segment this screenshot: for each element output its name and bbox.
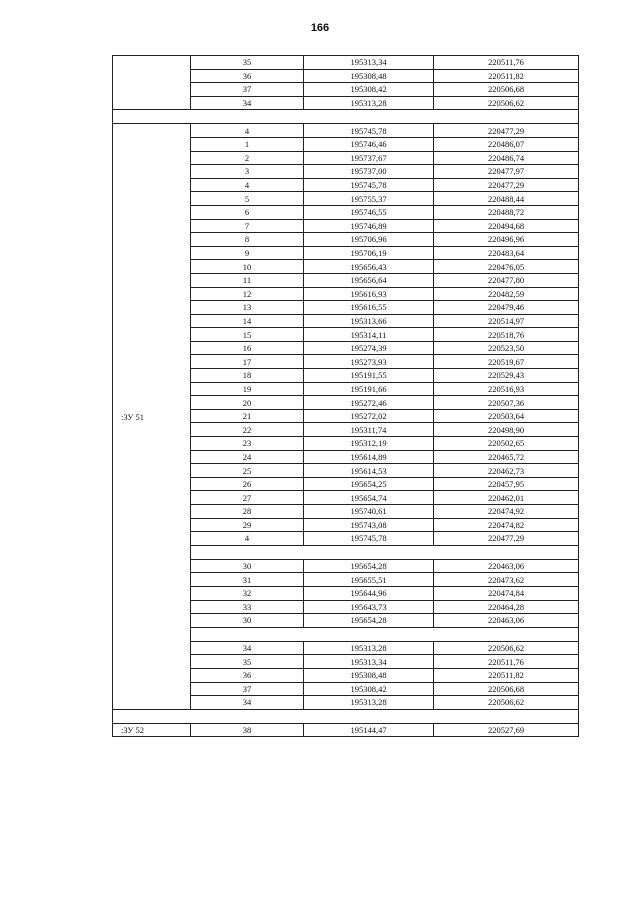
point-number: 15 bbox=[191, 328, 304, 342]
point-number: 13 bbox=[191, 301, 304, 315]
coordinate-y: 220474,92 bbox=[434, 505, 579, 519]
point-number: 38 bbox=[191, 723, 304, 737]
coordinate-y: 220488,72 bbox=[434, 205, 579, 219]
point-number: 14 bbox=[191, 314, 304, 328]
coordinates-table-body bbox=[113, 56, 579, 737]
coordinate-x: 195656,64 bbox=[304, 273, 434, 287]
point-number: 36 bbox=[191, 69, 304, 83]
plot-label: :ЗУ 51 bbox=[113, 124, 191, 709]
coordinate-y: 220511,82 bbox=[434, 668, 579, 682]
section-separator bbox=[113, 709, 579, 723]
point-number: 35 bbox=[191, 56, 304, 70]
coordinate-y: 220483,64 bbox=[434, 246, 579, 260]
point-number: 4 bbox=[191, 532, 304, 546]
contour-separator bbox=[191, 627, 579, 641]
point-number: 4 bbox=[191, 124, 304, 138]
coordinate-x: 195313,28 bbox=[304, 696, 434, 710]
point-number: 28 bbox=[191, 505, 304, 519]
point-number: 18 bbox=[191, 369, 304, 383]
point-number: 30 bbox=[191, 614, 304, 628]
coordinate-x: 195614,53 bbox=[304, 464, 434, 478]
coordinate-x: 195272,02 bbox=[304, 409, 434, 423]
coordinate-y: 220464,28 bbox=[434, 600, 579, 614]
coordinate-y: 220486,07 bbox=[434, 137, 579, 151]
point-number: 21 bbox=[191, 409, 304, 423]
point-number: 37 bbox=[191, 682, 304, 696]
plot-label bbox=[113, 56, 191, 110]
coordinate-x: 195313,28 bbox=[304, 96, 434, 110]
coordinate-x: 195737,67 bbox=[304, 151, 434, 165]
coordinate-y: 220496,96 bbox=[434, 233, 579, 247]
coordinate-y: 220473,62 bbox=[434, 573, 579, 587]
coordinate-x: 195144,47 bbox=[304, 723, 434, 737]
section-separator-row bbox=[113, 709, 579, 723]
coordinate-y: 220479,46 bbox=[434, 301, 579, 315]
coordinate-y: 220516,93 bbox=[434, 382, 579, 396]
coordinate-x: 195743,08 bbox=[304, 518, 434, 532]
coordinate-x: 195313,28 bbox=[304, 641, 434, 655]
point-number: 12 bbox=[191, 287, 304, 301]
point-number: 33 bbox=[191, 600, 304, 614]
coordinate-y: 220511,76 bbox=[434, 655, 579, 669]
section-separator bbox=[113, 110, 579, 124]
point-number: 16 bbox=[191, 341, 304, 355]
coordinate-x: 195654,28 bbox=[304, 614, 434, 628]
coordinate-y: 220477,97 bbox=[434, 165, 579, 179]
coordinate-y: 220506,68 bbox=[434, 682, 579, 696]
table-row bbox=[113, 723, 579, 737]
coordinate-y: 220506,62 bbox=[434, 696, 579, 710]
coordinate-x: 195643,73 bbox=[304, 600, 434, 614]
coordinate-y: 220462,73 bbox=[434, 464, 579, 478]
coordinate-y: 220503,64 bbox=[434, 409, 579, 423]
coordinate-x: 195746,89 bbox=[304, 219, 434, 233]
coordinate-x: 195313,34 bbox=[304, 56, 434, 70]
point-number: 20 bbox=[191, 396, 304, 410]
coordinate-y: 220519,67 bbox=[434, 355, 579, 369]
coordinate-x: 195308,48 bbox=[304, 668, 434, 682]
coordinate-y: 220529,43 bbox=[434, 369, 579, 383]
coordinate-y: 220474,82 bbox=[434, 518, 579, 532]
point-number: 19 bbox=[191, 382, 304, 396]
table-row bbox=[113, 124, 579, 138]
coordinate-x: 195654,28 bbox=[304, 559, 434, 573]
coordinate-y: 220494,68 bbox=[434, 219, 579, 233]
coordinate-y: 220474,84 bbox=[434, 586, 579, 600]
point-number: 34 bbox=[191, 96, 304, 110]
coordinate-x: 195706,19 bbox=[304, 246, 434, 260]
coordinate-x: 195656,43 bbox=[304, 260, 434, 274]
coordinate-y: 220511,76 bbox=[434, 56, 579, 70]
point-number: 8 bbox=[191, 233, 304, 247]
coordinate-x: 195313,66 bbox=[304, 314, 434, 328]
coordinate-x: 195273,93 bbox=[304, 355, 434, 369]
coordinate-y: 220457,95 bbox=[434, 477, 579, 491]
point-number: 37 bbox=[191, 83, 304, 97]
coordinate-y: 220477,29 bbox=[434, 532, 579, 546]
coordinate-x: 195616,55 bbox=[304, 301, 434, 315]
coordinate-y: 220523,50 bbox=[434, 341, 579, 355]
point-number: 6 bbox=[191, 205, 304, 219]
point-number: 35 bbox=[191, 655, 304, 669]
coordinate-x: 195272,46 bbox=[304, 396, 434, 410]
coordinate-y: 220511,82 bbox=[434, 69, 579, 83]
coordinate-x: 195311,74 bbox=[304, 423, 434, 437]
coordinate-x: 195308,48 bbox=[304, 69, 434, 83]
coordinate-x: 195274,39 bbox=[304, 341, 434, 355]
coordinate-y: 220462,01 bbox=[434, 491, 579, 505]
point-number: 11 bbox=[191, 273, 304, 287]
coordinate-y: 220477,80 bbox=[434, 273, 579, 287]
coordinate-y: 220498,90 bbox=[434, 423, 579, 437]
coordinate-y: 220463,06 bbox=[434, 614, 579, 628]
coordinate-x: 195737,00 bbox=[304, 165, 434, 179]
point-number: 22 bbox=[191, 423, 304, 437]
point-number: 31 bbox=[191, 573, 304, 587]
coordinate-x: 195312,19 bbox=[304, 437, 434, 451]
coordinate-x: 195706,96 bbox=[304, 233, 434, 247]
point-number: 34 bbox=[191, 641, 304, 655]
coordinate-x: 195745,78 bbox=[304, 124, 434, 138]
coordinate-x: 195655,51 bbox=[304, 573, 434, 587]
coordinate-x: 195644,96 bbox=[304, 586, 434, 600]
coordinate-x: 195191,66 bbox=[304, 382, 434, 396]
page-number: 166 bbox=[310, 22, 330, 34]
coordinate-x: 195654,25 bbox=[304, 477, 434, 491]
coordinate-y: 220488,44 bbox=[434, 192, 579, 206]
coordinate-x: 195614,89 bbox=[304, 450, 434, 464]
point-number: 17 bbox=[191, 355, 304, 369]
point-number: 24 bbox=[191, 450, 304, 464]
point-number: 5 bbox=[191, 192, 304, 206]
coordinate-y: 220518,76 bbox=[434, 328, 579, 342]
coordinate-y: 220506,68 bbox=[434, 83, 579, 97]
point-number: 32 bbox=[191, 586, 304, 600]
coordinate-x: 195745,78 bbox=[304, 178, 434, 192]
point-number: 26 bbox=[191, 477, 304, 491]
contour-separator bbox=[191, 545, 579, 559]
point-number: 23 bbox=[191, 437, 304, 451]
coordinate-x: 195745,78 bbox=[304, 532, 434, 546]
coordinate-x: 195740,61 bbox=[304, 505, 434, 519]
coordinate-x: 195616,93 bbox=[304, 287, 434, 301]
plot-label: :ЗУ 52 bbox=[113, 723, 191, 737]
coordinate-x: 195314,11 bbox=[304, 328, 434, 342]
point-number: 1 bbox=[191, 137, 304, 151]
point-number: 4 bbox=[191, 178, 304, 192]
coordinates-table bbox=[112, 55, 579, 737]
point-number: 7 bbox=[191, 219, 304, 233]
coordinate-x: 195191,55 bbox=[304, 369, 434, 383]
coordinate-y: 220477,29 bbox=[434, 124, 579, 138]
coordinate-y: 220476,05 bbox=[434, 260, 579, 274]
coordinate-x: 195746,55 bbox=[304, 205, 434, 219]
coordinate-x: 195313,34 bbox=[304, 655, 434, 669]
coordinate-y: 220463,06 bbox=[434, 559, 579, 573]
coordinate-y: 220506,62 bbox=[434, 96, 579, 110]
coordinate-y: 220482,59 bbox=[434, 287, 579, 301]
coordinate-y: 220527,69 bbox=[434, 723, 579, 737]
point-number: 34 bbox=[191, 696, 304, 710]
coordinate-y: 220486,74 bbox=[434, 151, 579, 165]
table-row bbox=[113, 56, 579, 70]
coordinate-y: 220506,62 bbox=[434, 641, 579, 655]
coordinate-x: 195755,37 bbox=[304, 192, 434, 206]
coordinate-x: 195308,42 bbox=[304, 83, 434, 97]
coordinate-y: 220465,72 bbox=[434, 450, 579, 464]
coordinate-x: 195654,74 bbox=[304, 491, 434, 505]
section-separator-row bbox=[113, 110, 579, 124]
point-number: 29 bbox=[191, 518, 304, 532]
point-number: 25 bbox=[191, 464, 304, 478]
point-number: 30 bbox=[191, 559, 304, 573]
coordinate-y: 220514,97 bbox=[434, 314, 579, 328]
coordinate-y: 220502,65 bbox=[434, 437, 579, 451]
coordinate-y: 220477,29 bbox=[434, 178, 579, 192]
coordinate-x: 195308,42 bbox=[304, 682, 434, 696]
point-number: 2 bbox=[191, 151, 304, 165]
coordinate-y: 220507,36 bbox=[434, 396, 579, 410]
point-number: 36 bbox=[191, 668, 304, 682]
point-number: 3 bbox=[191, 165, 304, 179]
point-number: 9 bbox=[191, 246, 304, 260]
point-number: 27 bbox=[191, 491, 304, 505]
coordinate-x: 195746,46 bbox=[304, 137, 434, 151]
point-number: 10 bbox=[191, 260, 304, 274]
